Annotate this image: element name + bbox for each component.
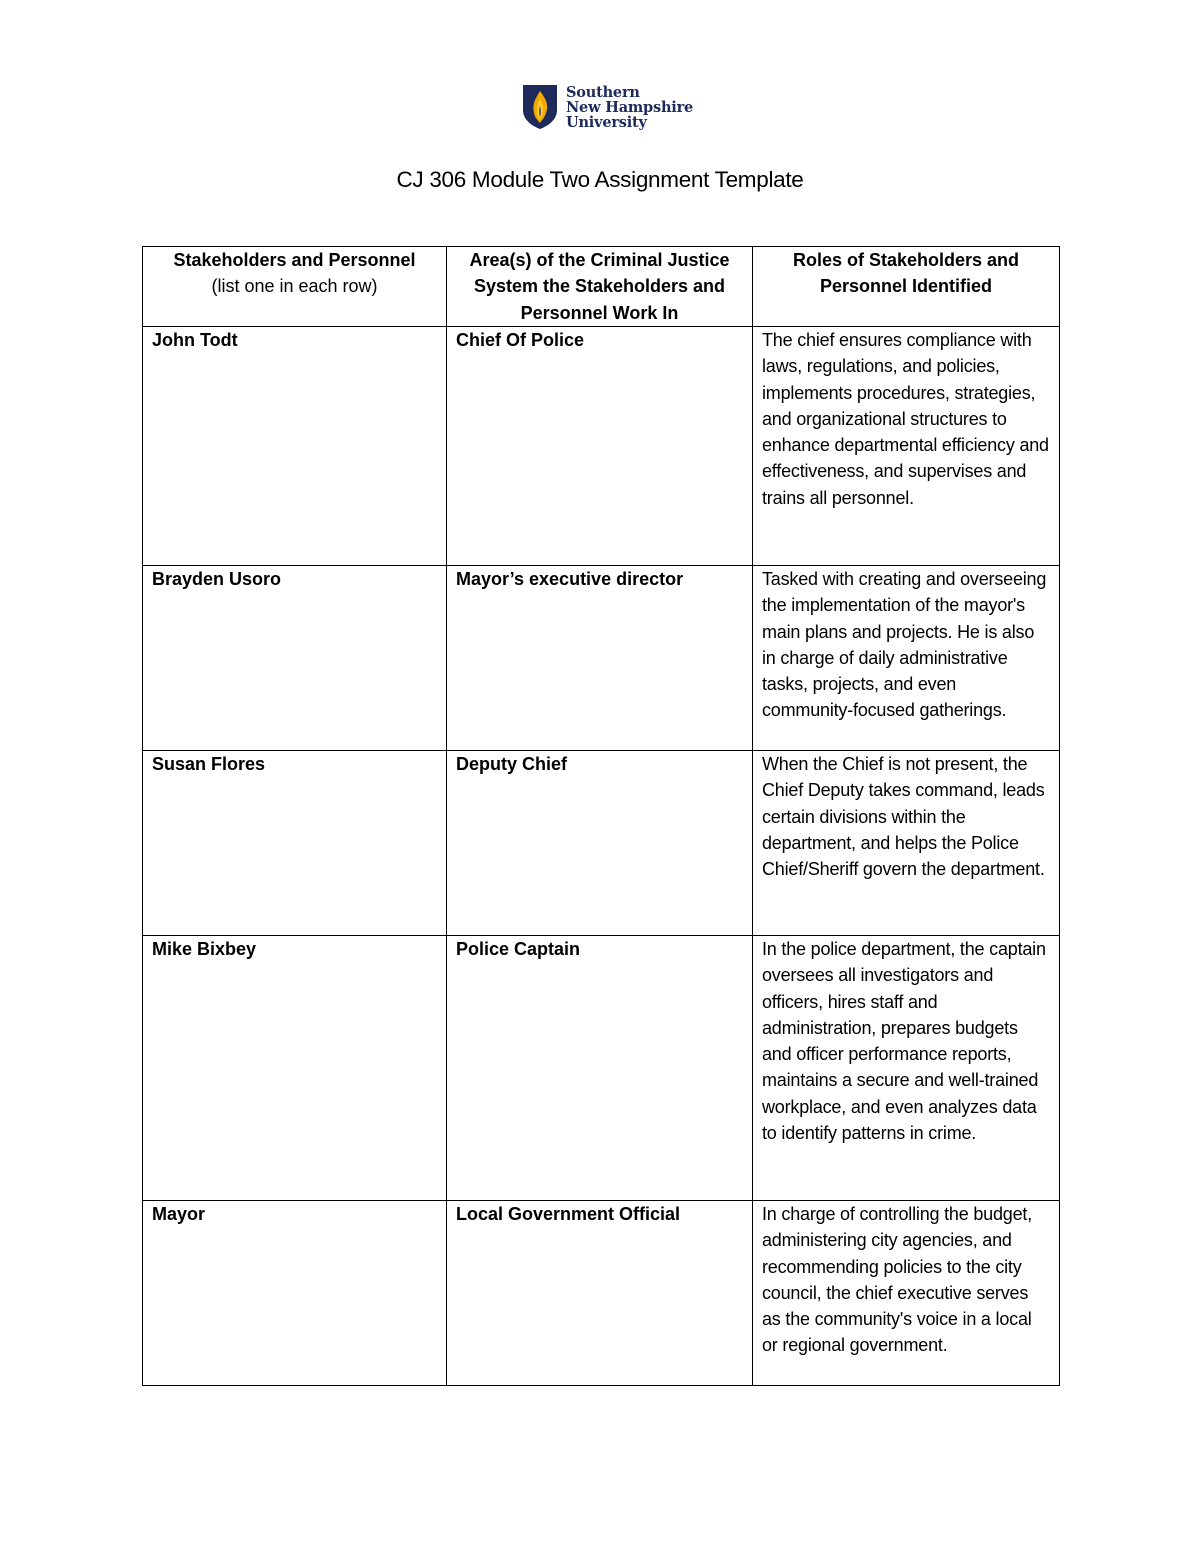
header-roles: Roles of Stakeholders and Personnel Identified	[753, 247, 1060, 327]
table-row	[143, 1201, 1060, 1386]
stakeholder-area: Local Government Official	[447, 1201, 753, 1386]
stakeholder-name: Susan Flores	[143, 751, 447, 936]
stakeholder-role: In charge of controlling the budget, administering city agencies, and recommending policies to the city council, the chief executive serves as the community's voice in a local or regional government.	[753, 1201, 1060, 1386]
stakeholder-role: Tasked with creating and overseeing the implementation of the mayor's main plans and projects. He is also in charge of daily administrative tasks, projects, and even community-focused gatherings.	[753, 566, 1060, 751]
stakeholder-area: Police Captain	[447, 936, 753, 1201]
stakeholder-area: Chief Of Police	[447, 327, 753, 566]
logo-line-2: New Hampshire	[566, 98, 694, 116]
logo-line-3: University	[566, 113, 647, 131]
page-title: CJ 306 Module Two Assignment Template	[396, 167, 804, 192]
stakeholder-name: John Todt	[143, 327, 447, 566]
stakeholder-role: In the police department, the captain oversees all investigators and officers, hires staff and administration, prepares budgets and officer performance reports, maintains a secure and well-trained workplace, and even analyzes data to identify patterns in crime.	[753, 936, 1060, 1201]
header-areas: Area(s) of the Criminal Justice System the Stakeholders and Personnel Work In	[447, 247, 753, 327]
header-stakeholders	[143, 247, 447, 327]
header-stakeholders-sublabel: (list one in each row)	[211, 276, 378, 297]
table-header-row	[143, 247, 1060, 327]
logo-line-1: Southern	[566, 83, 640, 101]
shield-flame-icon	[522, 84, 558, 130]
stakeholder-name: Brayden Usoro	[143, 566, 447, 751]
stakeholder-area: Mayor’s executive director	[447, 566, 753, 751]
table-row	[143, 936, 1060, 1201]
stakeholder-name: Mayor	[143, 1201, 447, 1386]
logo-wordmark	[566, 85, 693, 130]
table-row	[143, 327, 1060, 566]
snhu-logo	[522, 84, 693, 130]
table-row	[143, 566, 1060, 751]
header-stakeholders-label: Stakeholders and Personnel	[173, 250, 416, 270]
stakeholder-role: The chief ensures compliance with laws, regulations, and policies, implements procedures, strategies, and organizational structures to enhance departmental efficiency and effectiveness, and supervises and trains all personnel.	[753, 327, 1060, 566]
stakeholder-name: Mike Bixbey	[143, 936, 447, 1201]
stakeholder-area: Deputy Chief	[447, 751, 753, 936]
stakeholder-role: When the Chief is not present, the Chief Deputy takes command, leads certain divisions within the department, and helps the Police Chief/Sheriff govern the department.	[753, 751, 1060, 936]
stakeholders-table	[142, 246, 1060, 1386]
table-row	[143, 751, 1060, 936]
